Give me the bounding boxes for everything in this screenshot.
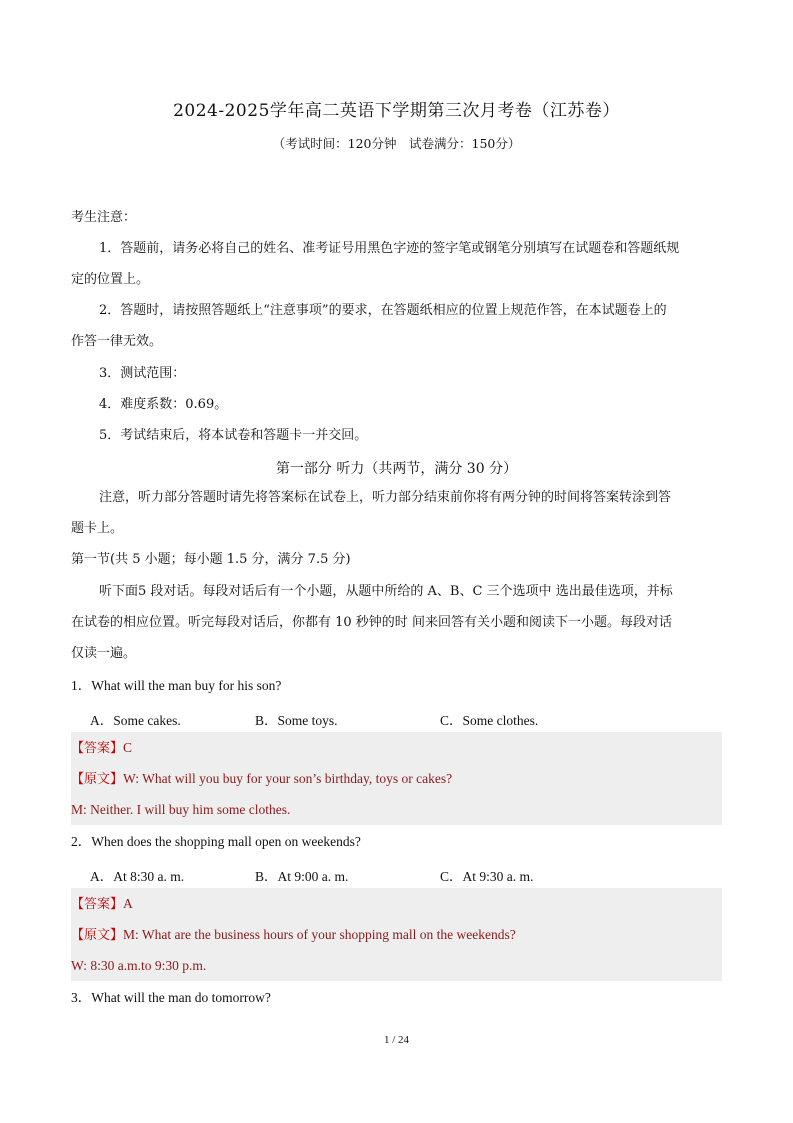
question-2-option-c: C．At 9:30 a. m. bbox=[440, 869, 534, 884]
note-item-2-line-1: 2．答题时，请按照答题纸上“注意事项”的要求，在答题纸相应的位置上规范作答，在本试题卷上的 bbox=[99, 303, 667, 318]
question-2-transcript-line-2: W: 8:30 a.m.to 9:30 p.m. bbox=[71, 958, 207, 973]
question-1-stem: 1．What will the man buy for his son? bbox=[71, 678, 282, 693]
note-item-3: 3．测试范围： bbox=[99, 366, 186, 381]
question-2-transcript bbox=[71, 927, 516, 944]
question-1-transcript-line-2: M: Neither. I will buy him some clothes. bbox=[71, 802, 291, 817]
part1-note-line-1: 注意，听力部分答题时请先将答案标在试卷上，听力部分结束前你将有两分钟的时间将答案转涂到答 bbox=[99, 490, 672, 505]
instruction-line-1: 听下面5 段对话。每段对话后有一个小题，从题中所给的 A、B、C 三个选项中 选出最佳选项，并标 bbox=[99, 584, 673, 599]
answer-value: C bbox=[123, 740, 133, 755]
question-2-answer bbox=[71, 896, 133, 913]
transcript-label: 【原文】 bbox=[71, 772, 124, 787]
instruction-line-3: 仅读一遍。 bbox=[71, 646, 137, 661]
question-2-option-b: B．At 9:00 a. m. bbox=[255, 869, 349, 884]
question-1-option-c: C．Some clothes. bbox=[440, 713, 539, 728]
note-item-5: 5．考试结束后，将本试卷和答题卡一并交回。 bbox=[99, 428, 368, 443]
note-item-2-line-2: 作答一律无效。 bbox=[71, 334, 163, 349]
transcript-line-1: M: What are the business hours of your shopping mall on the weekends? bbox=[123, 927, 516, 942]
answer-value: A bbox=[123, 896, 133, 911]
part1-title: 第一部分 听力（共两节，满分 30 分） bbox=[275, 461, 518, 477]
note-item-4: 4．难度系数：0.69。 bbox=[99, 397, 228, 412]
question-1-option-a: A．Some cakes. bbox=[90, 713, 181, 728]
question-3-stem: 3．What will the man do tomorrow? bbox=[71, 990, 271, 1005]
transcript-line-1: W: What will you buy for your son’s birthday, toys or cakes? bbox=[123, 771, 453, 786]
page-title: 2024-2025学年高二英语下学期第三次月考卷（江苏卷） bbox=[173, 101, 620, 121]
question-2-option-a: A．At 8:30 a. m. bbox=[90, 869, 185, 884]
page-number: 1 / 24 bbox=[383, 1034, 410, 1046]
question-1-answer bbox=[71, 740, 132, 757]
part1-note-line-2: 题卡上。 bbox=[71, 521, 124, 536]
page-subtitle: （考试时间：120分钟 试卷满分：150分） bbox=[272, 136, 521, 151]
section1-title: 第一节(共 5 小题；每小题 1.5 分，满分 7.5 分) bbox=[71, 552, 351, 567]
note-item-1-line-2: 定的位置上。 bbox=[71, 272, 150, 287]
question-2-stem: 2．When does the shopping mall open on weekends? bbox=[71, 834, 361, 849]
question-1-option-b: B．Some toys. bbox=[255, 713, 338, 728]
question-1-transcript bbox=[71, 771, 452, 788]
note-item-1-line-1: 1．答题前，请务必将自己的姓名、准考证号用黑色字迹的签字笔或钢笔分别填写在试题卷和答题纸规 bbox=[99, 241, 680, 256]
instruction-line-2: 在试卷的相应位置。听完每段对话后，你都有 10 秒钟的时 间来回答有关小题和阅读下一小题。每段对话 bbox=[71, 615, 672, 630]
notes-heading: 考生注意： bbox=[71, 210, 137, 225]
answer-label: 【答案】 bbox=[71, 741, 124, 756]
answer-label: 【答案】 bbox=[71, 897, 124, 912]
transcript-label: 【原文】 bbox=[71, 928, 124, 943]
